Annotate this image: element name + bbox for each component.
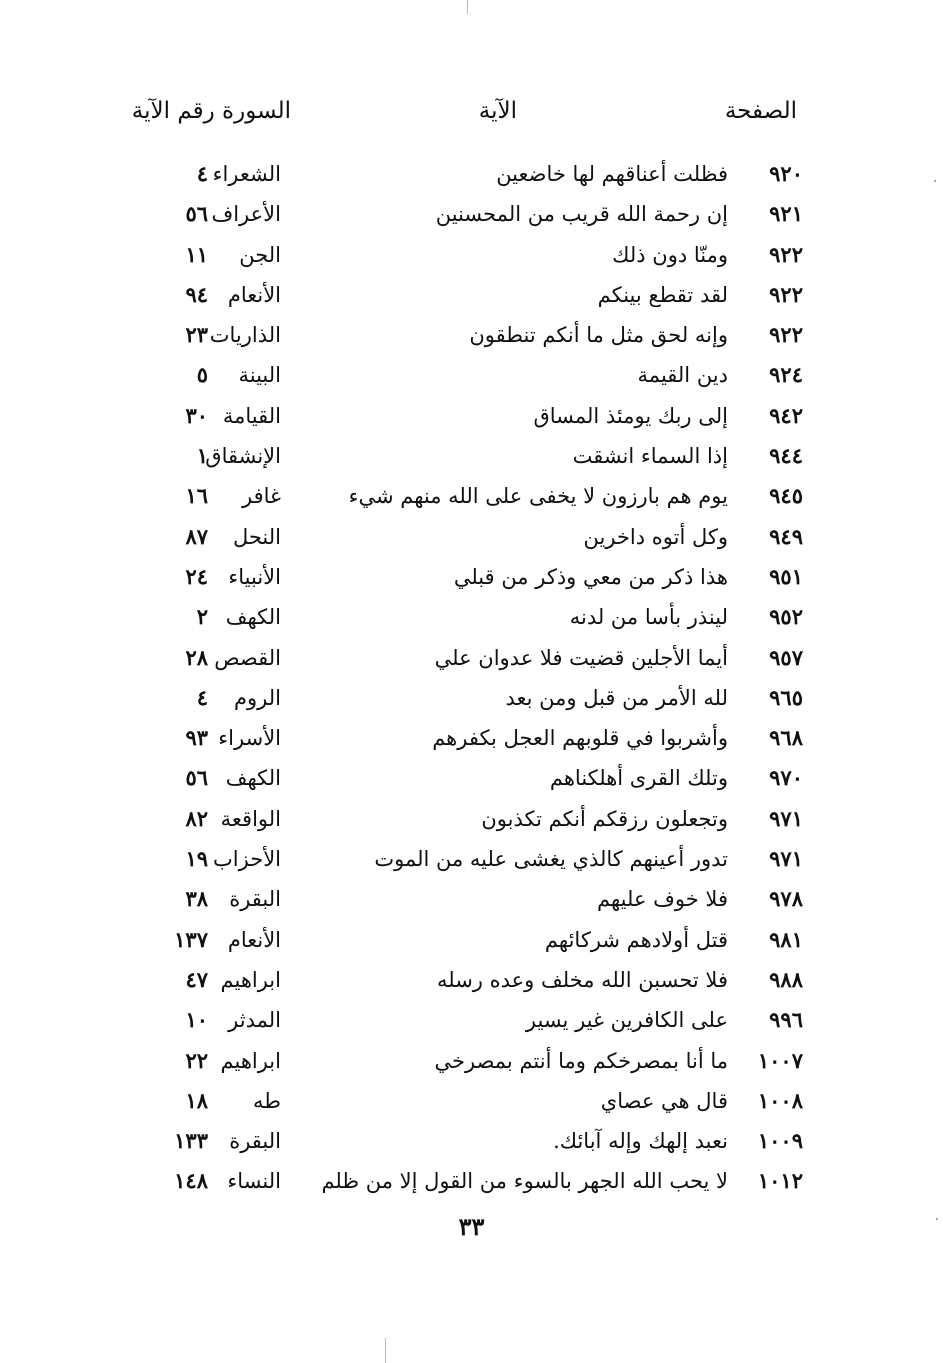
row-verse-text: قال هي عصاي — [600, 1088, 728, 1113]
row-page-number: ٩٨٨ — [769, 966, 803, 992]
page-number: ٣٣ — [458, 1212, 485, 1241]
row-verse-number: ١٦ — [185, 483, 208, 509]
table-row — [0, 275, 943, 315]
row-verse-text: نعبد إلهك وإله آبائك. — [553, 1129, 728, 1154]
row-verse-number: ٨٧ — [185, 523, 208, 549]
row-verse-text: وتجعلون رزقكم أنكم تكذبون — [481, 806, 728, 831]
table-row — [0, 920, 943, 960]
row-verse-number: ١٨ — [185, 1087, 208, 1113]
row-page-number: ٩٢٢ — [769, 241, 803, 267]
header-verse-column: الآية — [478, 98, 517, 124]
row-surah-name: الشعراء — [212, 162, 281, 186]
row-page-number: ٩٥٢ — [769, 604, 803, 630]
row-verse-number: ٢٤ — [185, 563, 208, 589]
row-page-number: ٩٩٦ — [769, 1007, 803, 1033]
row-surah-name: البقرة — [229, 1129, 281, 1154]
row-verse-number: ٢٨ — [185, 644, 208, 670]
row-verse-text: وكل أتوه داخرين — [583, 524, 728, 549]
row-page-number: ١٠٠٩ — [757, 1128, 803, 1154]
row-verse-number: ٩٤ — [185, 281, 208, 307]
row-verse-text: إذا السماء انشقت — [572, 444, 728, 469]
row-verse-text: لله الأمر من قبل ومن بعد — [505, 685, 728, 710]
row-surah-name: غافر — [241, 484, 281, 509]
table-row — [0, 1041, 943, 1081]
row-page-number: ٩٨١ — [769, 926, 803, 952]
row-verse-text: فظلت أعناقهم لها خاضعين — [496, 162, 728, 186]
row-verse-number: ٣٠ — [185, 402, 208, 428]
row-verse-text: لا يحب الله الجهر بالسوء من القول إلا من ظلم — [321, 1169, 728, 1194]
table-row — [0, 436, 943, 476]
row-page-number: ٩٥١ — [769, 563, 803, 589]
row-verse-text: وتلك القرى أهلكناهم — [549, 766, 728, 791]
table-row — [0, 799, 943, 839]
row-surah-name: طه — [253, 1088, 281, 1113]
row-verse-text: قتل أولادهم شركائهم — [544, 927, 728, 952]
row-verse-number: ٤٧ — [185, 966, 208, 992]
row-verse-number: ٥٦ — [185, 201, 208, 227]
table-row — [0, 1000, 943, 1040]
row-surah-name: النساء — [227, 1169, 281, 1194]
table-row — [0, 1121, 943, 1161]
row-surah-name: الكهف — [225, 766, 281, 791]
header-surah-column: السورة رقم الآية — [131, 98, 291, 124]
row-surah-name: ابراهيم — [220, 1048, 281, 1073]
table-row — [0, 396, 943, 436]
table-row — [0, 718, 943, 758]
row-verse-number: ١٣٣ — [174, 1128, 208, 1154]
row-surah-name: البقرة — [229, 887, 281, 912]
row-verse-text: ما أنا بمصرخكم وما أنتم بمصرخي — [434, 1048, 728, 1073]
scan-mark-bottom — [385, 1338, 386, 1363]
row-verse-text: يوم هم بارزون لا يخفى على الله منهم شيء — [348, 484, 728, 509]
scan-mark-top — [467, 0, 468, 14]
table-row — [0, 960, 943, 1000]
row-verse-text: ومنّا دون ذلك — [612, 242, 728, 267]
row-verse-number: ١٩ — [185, 846, 208, 872]
row-page-number: ٩٧٠ — [769, 765, 803, 791]
row-page-number: ١٠١٢ — [757, 1168, 803, 1194]
row-verse-number: ٣٨ — [185, 886, 208, 912]
row-verse-text: فلا خوف عليهم — [597, 887, 728, 912]
row-surah-name: ابراهيم — [220, 967, 281, 992]
row-page-number: ٩٤٥ — [769, 483, 803, 509]
row-page-number: ٩٢١ — [769, 201, 803, 227]
row-page-number: ٩٢٢ — [769, 281, 803, 307]
row-verse-number: ١٠ — [185, 1007, 208, 1033]
row-page-number: ٩٧١ — [769, 846, 803, 872]
table-row — [0, 1161, 943, 1201]
table-row — [0, 194, 943, 234]
row-page-number: ٩٢٠ — [769, 161, 803, 186]
row-verse-text: دين القيمة — [637, 363, 728, 388]
row-page-number: ٩٤٤ — [769, 443, 803, 469]
row-surah-name: الأحزاب — [213, 847, 281, 872]
scan-speck — [936, 1218, 938, 1220]
row-surah-name: الأسراء — [218, 726, 281, 751]
row-verse-text: إن رحمة الله قريب من المحسنين — [435, 202, 728, 227]
row-verse-number: ٥ — [196, 362, 208, 388]
row-verse-number: ١٣٧ — [174, 926, 208, 952]
row-surah-name: الأنعام — [227, 927, 281, 952]
row-verse-text: فلا تحسبن الله مخلف وعده رسله — [437, 967, 728, 992]
row-surah-name: البينة — [238, 363, 281, 388]
row-verse-number: ٢٣ — [185, 322, 208, 348]
row-verse-text: وإنه لحق مثل ما أنكم تنطقون — [469, 323, 728, 348]
table-row — [0, 355, 943, 395]
table-row — [0, 557, 943, 597]
row-verse-text: هذا ذكر من معي وذكر من قبلي — [453, 564, 728, 589]
scan-speck — [934, 180, 936, 182]
row-verse-number: ٨٢ — [185, 805, 208, 831]
row-verse-number: ١ — [196, 443, 208, 469]
row-surah-name: الأعراف — [211, 202, 281, 227]
row-verse-text: إلى ربك يومئذ المساق — [533, 403, 728, 428]
table-row — [0, 638, 943, 678]
table-row — [0, 517, 943, 557]
row-surah-name: النحل — [232, 524, 281, 549]
table-row — [0, 476, 943, 516]
row-verse-number: ١٤٨ — [174, 1168, 208, 1194]
row-surah-name: الواقعة — [220, 806, 281, 831]
row-page-number: ٩٢٤ — [769, 362, 803, 388]
row-verse-number: ٢٢ — [185, 1047, 208, 1073]
row-page-number: ٩٦٥ — [769, 684, 803, 710]
row-surah-name: الروم — [234, 685, 281, 710]
row-page-number: ٩٧١ — [769, 805, 803, 831]
row-surah-name: الأنعام — [227, 282, 281, 307]
table-row — [0, 839, 943, 879]
table-row — [0, 678, 943, 718]
header-page-column: الصفحة — [724, 98, 797, 124]
row-page-number: ١٠٠٧ — [757, 1047, 803, 1073]
row-surah-name: الأنبياء — [228, 564, 281, 589]
row-surah-name: القيامة — [222, 403, 281, 428]
row-surah-name: الجن — [239, 242, 281, 267]
table-row — [0, 879, 943, 919]
row-surah-name: الإنشقاق — [205, 444, 281, 469]
row-page-number: ٩٤٢ — [769, 402, 803, 428]
row-verse-number: ١١ — [185, 241, 208, 267]
row-verse-number: ٥٦ — [185, 765, 208, 791]
table-row — [0, 1081, 943, 1121]
row-verse-text: تدور أعينهم كالذي يغشى عليه من الموت — [374, 847, 728, 872]
index-table — [0, 154, 943, 1202]
row-page-number: ٩٤٩ — [769, 523, 803, 549]
row-verse-number: ٤ — [196, 161, 208, 186]
row-page-number: ٩٦٨ — [769, 725, 803, 751]
row-verse-text: على الكافرين غير يسير — [525, 1008, 728, 1033]
table-row — [0, 154, 943, 194]
table-row — [0, 235, 943, 275]
row-surah-name: المدثر — [228, 1008, 281, 1033]
table-row — [0, 758, 943, 798]
row-surah-name: الكهف — [225, 605, 281, 630]
row-page-number: ٩٥٧ — [769, 644, 803, 670]
row-verse-text: لينذر بأسا من لدنه — [569, 605, 728, 630]
row-verse-text: لقد تقطع بينكم — [597, 282, 728, 307]
row-page-number: ١٠٠٨ — [757, 1087, 803, 1113]
row-surah-name: القصص — [214, 645, 281, 670]
row-verse-number: ٩٣ — [185, 725, 208, 751]
row-page-number: ٩٧٨ — [769, 886, 803, 912]
row-verse-number: ٤ — [196, 684, 208, 710]
row-page-number: ٩٢٢ — [769, 322, 803, 348]
table-row — [0, 315, 943, 355]
table-row — [0, 597, 943, 637]
row-verse-text: أيما الأجلين قضيت فلا عدوان علي — [434, 645, 728, 670]
row-verse-text: وأشربوا في قلوبهم العجل بكفرهم — [432, 726, 728, 751]
row-verse-number: ٢ — [196, 604, 208, 630]
row-surah-name: الذاريات — [209, 323, 281, 348]
